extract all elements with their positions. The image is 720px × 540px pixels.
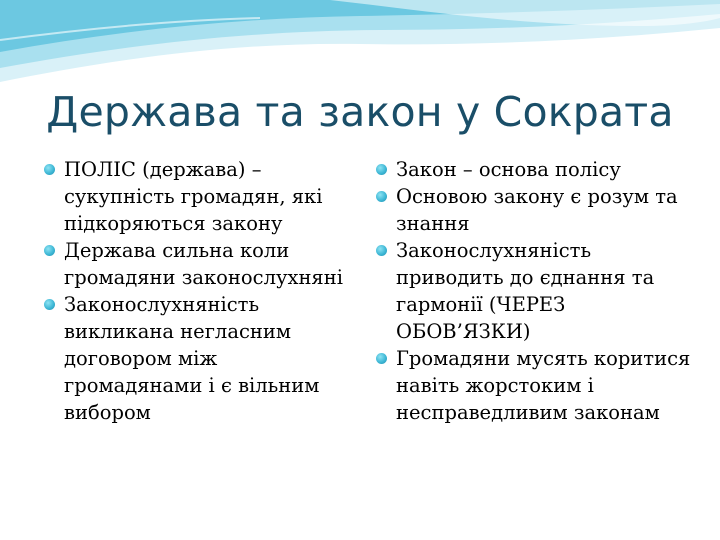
list-item [44,156,344,237]
list-item [376,156,696,183]
list-item-text: Громадяни мусять коритися навіть жорстоким і несправедливим законам [396,347,691,424]
bullet-dot-icon [376,353,387,364]
decorative-top-wave [0,0,720,90]
list-item [376,345,696,426]
list-item-text: ПОЛІС (держава) – сукупність громадян, які підкоряються закону [64,158,323,235]
list-item [44,291,344,426]
list-item-text: Закон – основа полісу [396,158,621,181]
right-bullet-list [376,156,696,426]
slide-title: Держава та закон у Сократа [46,88,674,136]
bullet-dot-icon [376,191,387,202]
list-item [376,183,696,237]
bullet-dot-icon [44,245,55,256]
bullet-dot-icon [376,245,387,256]
bullet-dot-icon [376,164,387,175]
list-item-text: Законослухняність викликана негласним договором між громадянами і є вільним вибором [64,293,320,424]
bullet-dot-icon [44,299,55,310]
bullet-dot-icon [44,164,55,175]
left-bullet-list [44,156,344,426]
list-item-text: Основою закону є розум та знання [396,185,678,235]
list-item [376,237,696,345]
list-item-text: Законослухняність приводить до єднання та гармонії (ЧЕРЕЗ ОБОВ’ЯЗКИ) [396,239,655,343]
list-item [44,237,344,291]
list-item-text: Держава сильна коли громадяни законослухняні [64,239,343,289]
